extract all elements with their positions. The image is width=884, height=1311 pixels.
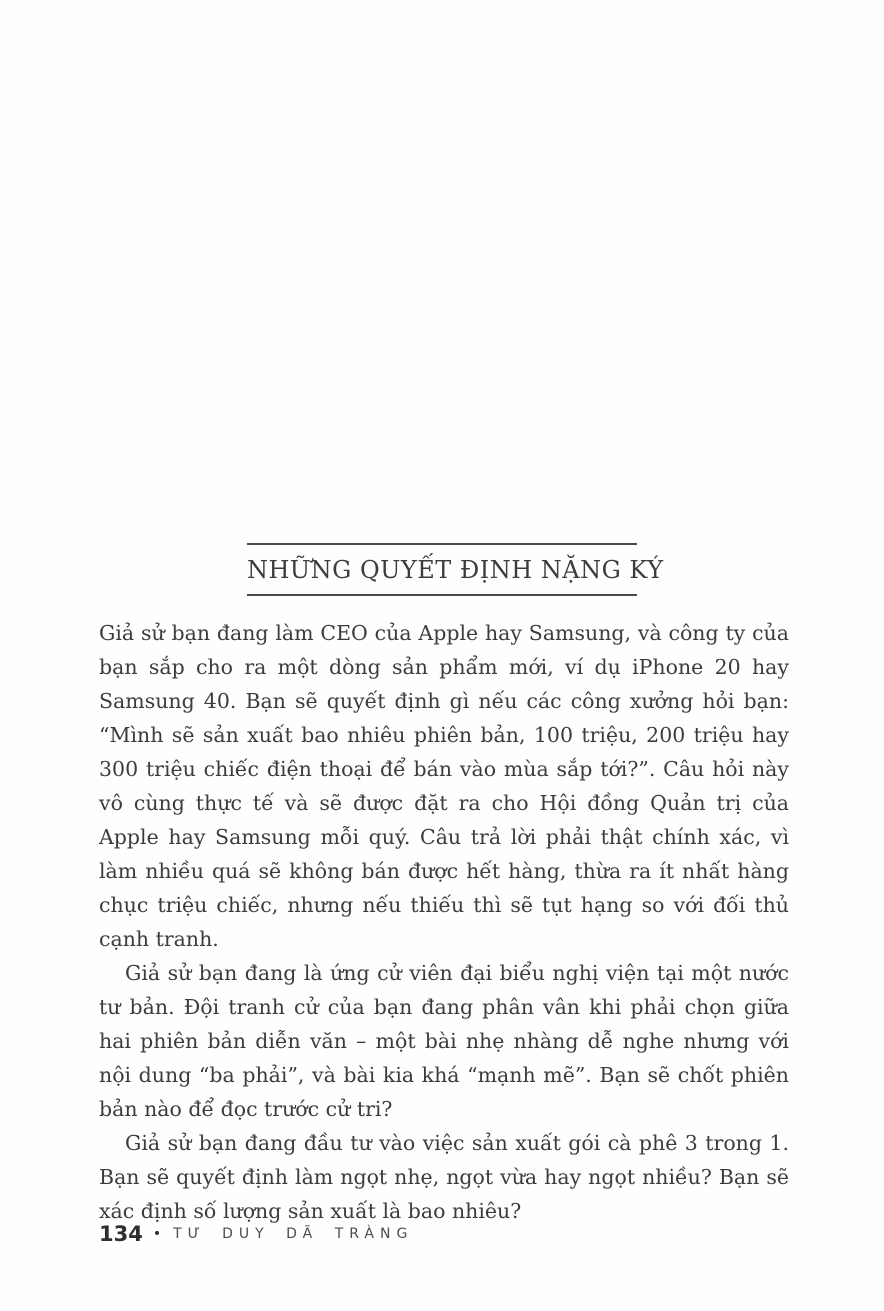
chapter-heading [247,543,664,596]
page-number: 134 [99,1222,143,1246]
body-text [99,616,789,1228]
running-book-title: TƯ DUY DÃ TRÀNG [173,1226,414,1242]
chapter-title: NHỮNG QUYẾT ĐỊNH NẶNG KÝ [247,556,664,584]
paragraph-2: Giả sử bạn đang là ứng cử viên đại biểu nghị viện tại một nước tư bản. Đội tranh cử của bạn đang phân vân khi phải chọn giữa hai phiên bản diễn văn – một bài nhẹ nhàng dễ nghe nhưng với nội dung “ba phải”, và bài kia khá “mạnh mẽ”. Bạn sẽ chốt phiên bản nào để đọc trước cử tri? [99,961,789,1121]
page-footer [99,1222,413,1246]
bullet-separator: • [152,1226,162,1242]
paragraph-3: Giả sử bạn đang đầu tư vào việc sản xuất gói cà phê 3 trong 1. Bạn sẽ quyết định làm ngọt nhẹ, ngọt vừa hay ngọt nhiều? Bạn sẽ xác định số lượng sản xuất là bao nhiêu? [99,1131,789,1223]
paragraph-1: Giả sử bạn đang làm CEO của Apple hay Samsung, và công ty của bạn sắp cho ra một dòng sản phẩm mới, ví dụ iPhone 20 hay Samsung 40. Bạn sẽ quyết định gì nếu các công xưởng hỏi bạn: “Mình sẽ sản xuất bao nhiêu phiên bản, 100 triệu, 200 triệu hay 300 triệu chiếc điện thoại để bán vào mùa sắp tới?”. Câu hỏi này vô cùng thực tế và sẽ được đặt ra cho Hội đồng Quản trị của Apple hay Samsung mỗi quý. Câu trả lời phải thật chính xác, vì làm nhiều quá sẽ không bán được hết hàng, thừa ra ít nhất hàng chục triệu chiếc, nhưng nếu thiếu thì sẽ tụt hạng so với đối thủ cạnh tranh. [99,621,789,951]
